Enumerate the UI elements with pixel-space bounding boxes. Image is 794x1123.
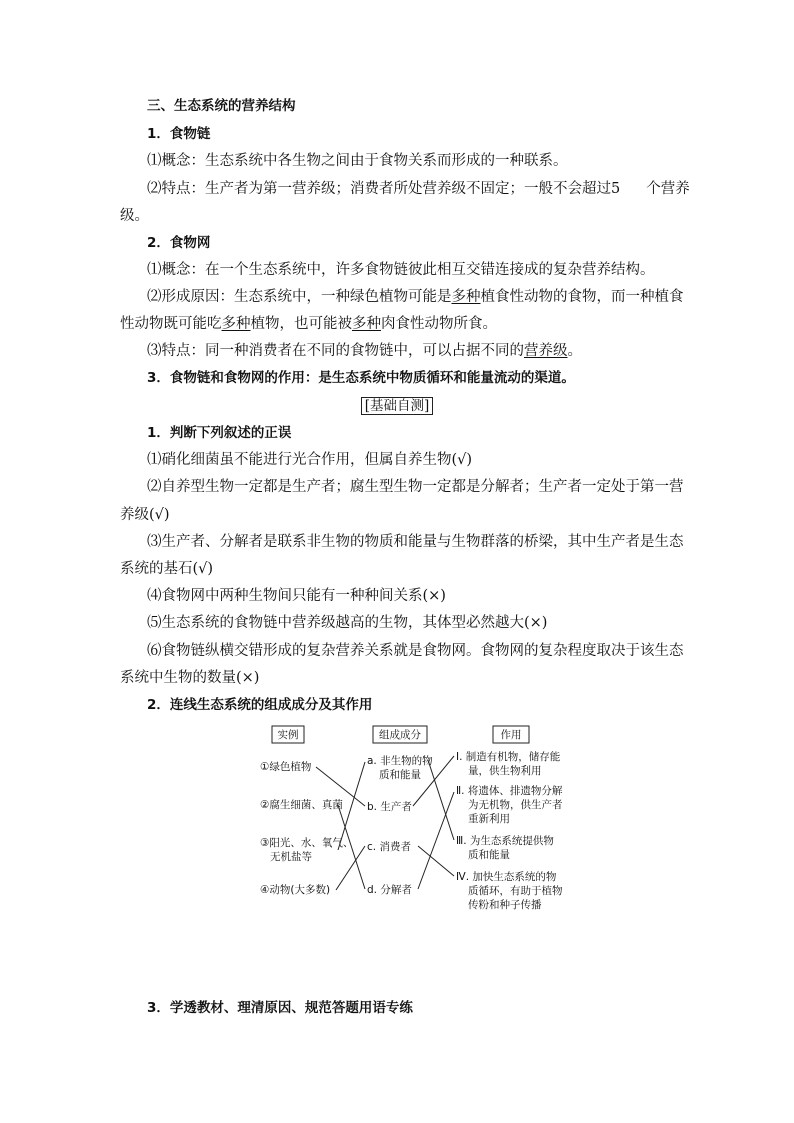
section-title: 三、生态系统的营养结构 [147, 98, 296, 114]
function-1-cont: 量，供生物利用 [468, 765, 542, 777]
component-c: c. 消费者 [367, 841, 411, 853]
statement-6: ⑹食物链纵横交错形成的复杂营养关系就是食物网。食物网的复杂程度取决于该生态 [147, 643, 684, 659]
cause-underline: 多种 [352, 316, 381, 332]
food-web-feature [147, 341, 582, 361]
header-components: 组成成分 [379, 729, 421, 741]
function-3: Ⅲ. 为生态系统提供物 [456, 835, 554, 847]
q1-heading: 1．判断下列叙述的正误 [147, 425, 292, 441]
header-functions: 作用 [500, 729, 522, 741]
cause-text: 植物，也可能被 [250, 316, 352, 332]
link-consumer-func4 [418, 846, 454, 876]
function-2: Ⅱ. 将遗体、排遗物分解 [456, 785, 563, 797]
cause-underline: 多种 [451, 289, 481, 305]
cause-text: 植食性动物的食物，而一种植食 [480, 289, 684, 305]
role-statement: 3．食物链和食物网的作用：是生态系统中物质循环和能量流动的渠道。 [147, 370, 575, 386]
function-1: Ⅰ. 制造有机物，储存能 [456, 751, 561, 763]
statement-3: ⑶生产者、分解者是联系非生物的物质和能量与生物群落的桥梁，其中生产者是生态 [147, 534, 684, 550]
component-a-cont: 质和能量 [379, 769, 421, 781]
matching-diagram [250, 722, 563, 922]
function-4: Ⅳ. 加快生态系统的物 [456, 871, 557, 883]
food-web-cause-line1 [147, 287, 684, 307]
q2-heading: 2．连线生态系统的组成成分及其作用 [147, 697, 373, 713]
statement-2: ⑵自养型生物一定都是生产者；腐生型生物一定都是分解者；生产者一定处于第一营 [147, 479, 684, 495]
cause-text: 肉食性动物所食。 [381, 316, 497, 332]
component-b: b. 生产者 [367, 801, 412, 813]
cause-text: 性动物既可能吃 [120, 316, 222, 332]
cause-underline: 多种 [221, 316, 251, 332]
example-4: ④动物(大多数) [260, 884, 331, 896]
component-a: a. 非生物的物 [367, 755, 433, 767]
food-chain-feature-wrap: 级。 [120, 208, 149, 224]
example-2: ②腐生细菌、真菌 [260, 799, 343, 811]
function-2-cont: 为无机物，供生产者 [468, 799, 563, 811]
example-1: ①绿色植物 [260, 761, 312, 773]
self-test-title: [基础自测] [361, 397, 434, 415]
food-chain-feature-text: ⑵特点：生产者为第一营养级；消费者所处营养级不固定；一般不会超过5 [147, 181, 621, 197]
link-animals-consumer [336, 846, 365, 890]
statement-1: ⑴硝化细菌虽不能进行光合作用，但属自养生物(√) [147, 452, 473, 468]
food-chain-heading: 1．食物链 [147, 126, 211, 142]
example-3-cont: 无机盐等 [270, 851, 312, 863]
food-web-concept: ⑴概念：在一个生态系统中，许多食物链彼此相互交错连接成的复杂营养结构。 [147, 262, 655, 278]
statement-2-wrap: 养级(√) [120, 507, 170, 523]
feature-text: 。 [567, 343, 582, 359]
statement-3-wrap: 系统的基石(√) [120, 561, 214, 577]
feature-text: ⑶特点：同一种消费者在不同的食物链中，可以占据不同的 [147, 343, 524, 359]
statement-6-wrap: 系统中生物的数量(×) [120, 670, 260, 686]
feature-underline: 营养级 [524, 343, 568, 359]
link-decomposer-func2 [418, 792, 454, 889]
food-web-heading: 2．食物网 [147, 235, 211, 251]
food-web-cause-line2 [120, 314, 497, 334]
function-2-cont2: 重新利用 [468, 813, 510, 825]
function-4-cont: 质循环，有助于植物 [468, 885, 563, 897]
function-3-cont: 质和能量 [468, 849, 510, 861]
self-test-title-wrap [0, 396, 794, 416]
statement-5: ⑸生态系统的食物链中营养级越高的生物，其体型必然越大(×) [147, 615, 548, 631]
header-examples: 实例 [277, 729, 299, 741]
food-chain-feature [147, 179, 690, 199]
cause-text: ⑵形成原因：生态系统中，一种绿色植物可能是 [147, 289, 452, 305]
statement-4: ⑷食物网中两种生物间只能有一种种间关系(×) [147, 588, 446, 604]
component-d: d. 分解者 [367, 884, 412, 896]
function-4-cont2: 传粉和种子传播 [468, 899, 542, 911]
q3-heading: 3．学透教材、理清原因、规范答题用语专练 [147, 1000, 413, 1016]
example-3: ③阳光、水、氧气、 [260, 837, 354, 849]
food-chain-feature-tail: 个营养 [646, 181, 690, 197]
food-chain-concept: ⑴概念：生态系统中各生物之间由于食物关系而形成的一种联系。 [147, 153, 568, 169]
